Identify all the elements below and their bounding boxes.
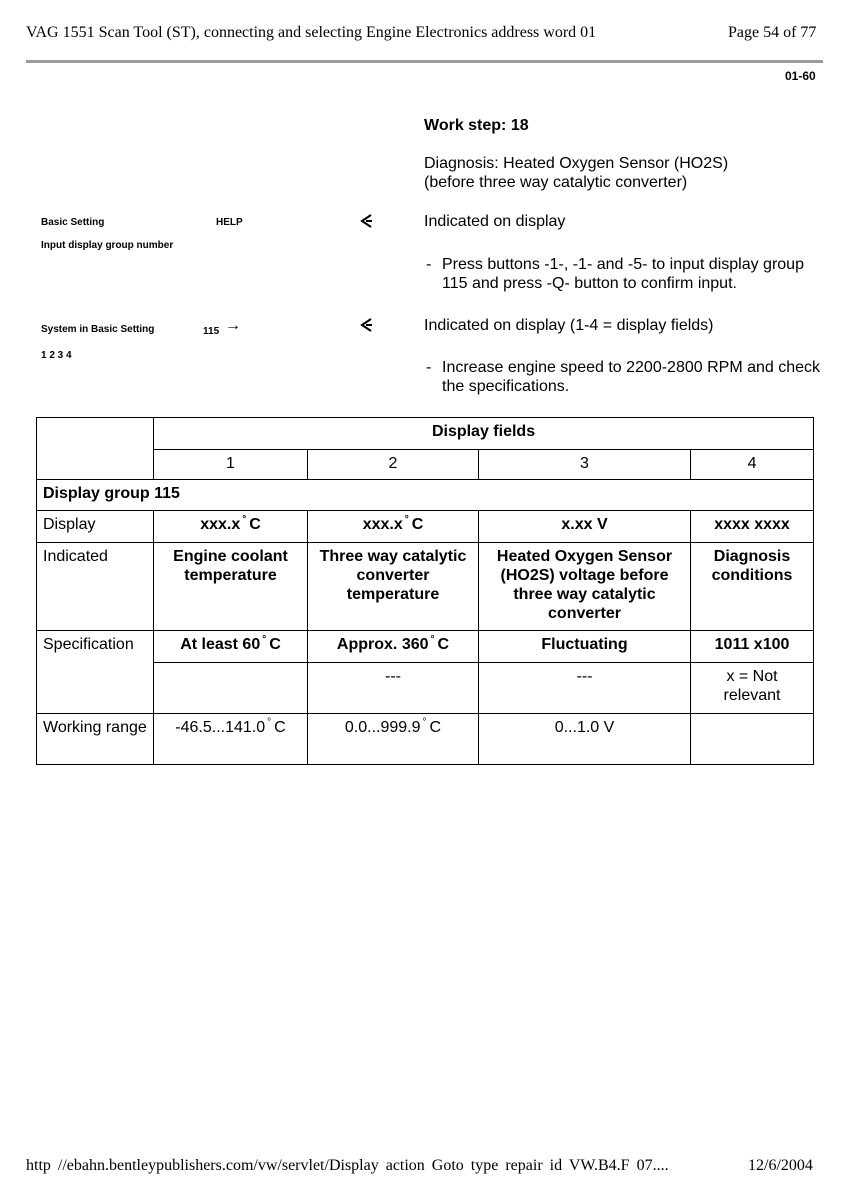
table-row [37, 543, 814, 631]
spec-extra-1 [154, 663, 308, 714]
display-help: HELP [216, 217, 243, 228]
header-title: VAG 1551 Scan Tool (ST), connecting and selecting Engine Electronics address word 01 [26, 24, 597, 41]
field-number-1: 1 [154, 450, 308, 480]
row-label-display: Display [37, 511, 154, 543]
display-fields-table [36, 417, 814, 765]
indicated-field-2: Three way catalytic converter temperature [308, 543, 479, 631]
table-row [37, 511, 814, 543]
indicated-on-display-2: Indicated on display (1-4 = display fields) [424, 317, 714, 334]
footer-date: 12/6/2004 [748, 1157, 813, 1174]
spec-field-4: 1011 x100 [691, 631, 814, 663]
display-basic-setting: Basic Setting [41, 217, 105, 228]
indicated-field-1: Engine coolant temperature [154, 543, 308, 631]
indicator-arrow-icon [359, 317, 375, 333]
table-row [37, 631, 814, 663]
indicated-field-4: Diagnosis conditions [691, 543, 814, 631]
display-right-arrow-icon: → [225, 317, 241, 334]
field-number-3: 3 [479, 450, 691, 480]
field-number-2: 2 [308, 450, 479, 480]
bullet-dash: - [426, 359, 432, 376]
footer-url: http //ebahn.bentleypublishers.com/vw/servlet/Display action Goto type repair id VW.B4.F 07.... [26, 1157, 669, 1174]
table-corner-cell [37, 418, 154, 480]
spec-field-3: Fluctuating [479, 631, 691, 663]
page-number: Page 54 of 77 [728, 24, 817, 41]
spec-field-2: Approx. 360 ° C [308, 631, 479, 663]
display-fields-header: Display fields [154, 418, 814, 450]
indicator-arrow-icon [359, 213, 375, 229]
display-field-2: xxx.x ° C [308, 511, 479, 543]
table-row [37, 714, 814, 765]
indicated-field-3: Heated Oxygen Sensor (HO2S) voltage before three way catalytic converter [479, 543, 691, 631]
indicated-on-display-1: Indicated on display [424, 213, 566, 230]
field-number-4: 4 [691, 450, 814, 480]
bullet-text: Increase engine speed to 2200-2800 RPM and check the specifications. [442, 359, 821, 395]
diagnosis-line-2: (before three way catalytic converter) [424, 174, 688, 191]
table-row [37, 663, 814, 714]
display-field-4: xxxx xxxx [691, 511, 814, 543]
range-field-3: 0...1.0 V [479, 714, 691, 765]
spec-extra-2: --- [308, 663, 479, 714]
instruction-bullet-2 [426, 358, 826, 398]
spec-extra-3: --- [479, 663, 691, 714]
display-group-value: 115 [203, 326, 220, 337]
header-divider [26, 60, 823, 63]
work-step-title: Work step: 18 [424, 117, 529, 134]
diagnosis-text [424, 154, 824, 192]
row-label-indicated: Indicated [37, 543, 154, 631]
row-label-specification: Specification [37, 631, 154, 714]
range-field-2: 0.0...999.9 ° C [308, 714, 479, 765]
range-field-1: -46.5...141.0 ° C [154, 714, 308, 765]
range-field-4 [691, 714, 814, 765]
display-field-1: xxx.x ° C [154, 511, 308, 543]
instruction-bullet-1 [426, 255, 826, 295]
row-label-working-range: Working range [37, 714, 154, 765]
display-input-prompt: Input display group number [41, 240, 174, 251]
bullet-dash: - [426, 256, 432, 273]
spec-extra-4: x = Not relevant [691, 663, 814, 714]
display-field-numbers: 1 2 3 4 [41, 350, 72, 361]
spec-field-1: At least 60 ° C [154, 631, 308, 663]
section-code: 01-60 [785, 69, 816, 83]
display-group-label: Display group 115 [37, 480, 814, 511]
display-system-basic-setting: System in Basic Setting [41, 324, 155, 335]
display-field-3: x.xx V [479, 511, 691, 543]
bullet-text: Press buttons -1-, -1- and -5- to input display group 115 and press -Q- button to confirm input. [442, 256, 804, 292]
diagnosis-line-1: Diagnosis: Heated Oxygen Sensor (HO2S) [424, 155, 729, 172]
